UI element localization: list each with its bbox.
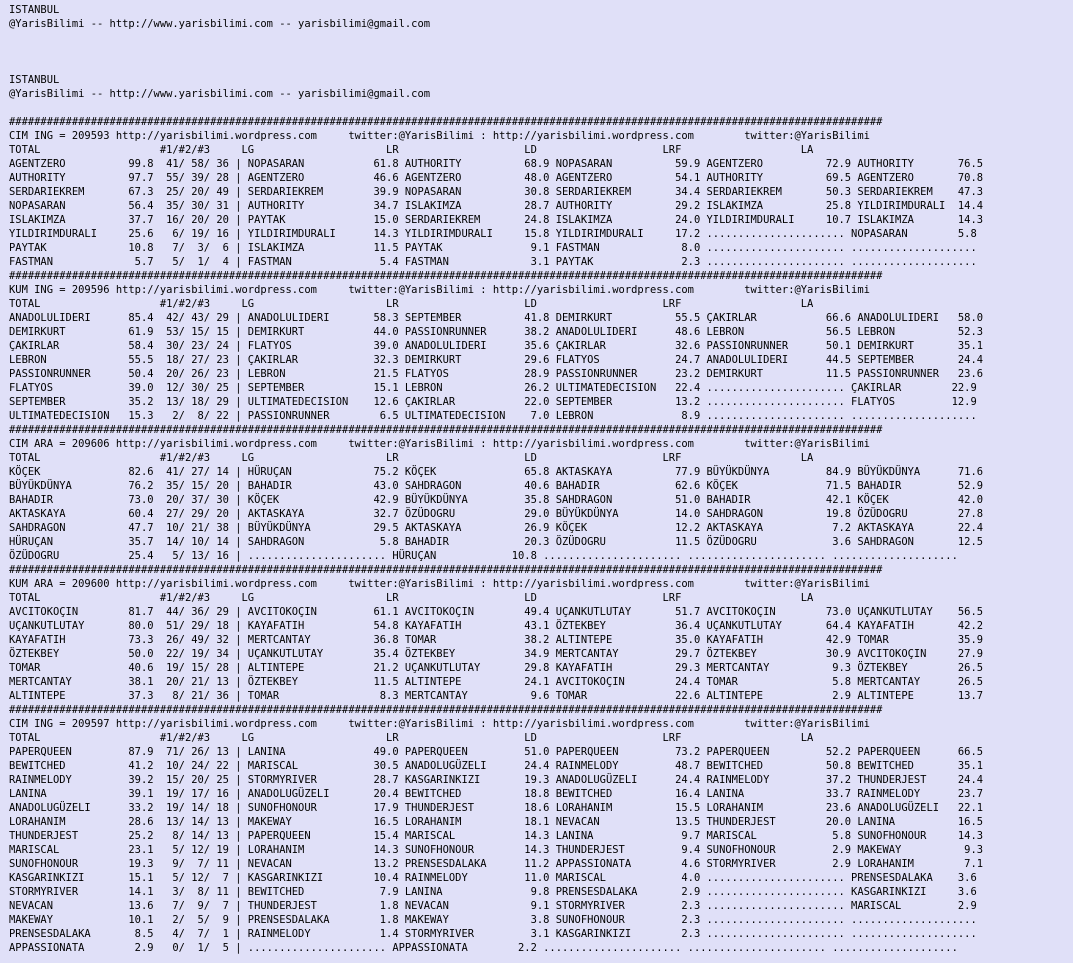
column-header: TOTAL #1/#2/#3 LG LR LD LRF LA: [9, 592, 814, 604]
column-header: TOTAL #1/#2/#3 LG LR LD LRF LA: [9, 144, 814, 156]
column-header: TOTAL #1/#2/#3 LG LR LD LRF LA: [9, 452, 814, 464]
table-row: RAINMELODY 39.2 15/ 20/ 25 | STORMYRIVER 28.7 KASGARINKIZI 19.3 ANADOLUGÜZELI 24.4 RAINMELODY 37.2 THUNDERJEST 24.4: [9, 774, 984, 786]
table-row: MERTCANTAY 38.1 20/ 21/ 13 | ÖZTEKBEY 11.5 ALTINTEPE 24.1 AVCITOKOÇIN 24.4 TOMAR 5.8 MERTCANTAY 26.5: [9, 676, 984, 688]
section-divider: ###########################################################################################################################################: [9, 424, 883, 436]
table-row: NEVACAN 13.6 7/ 9/ 7 | THUNDERJEST 1.8 NEVACAN 9.1 STORMYRIVER 2.3 ...................... MARISCAL 2.9: [9, 900, 977, 912]
table-row: ALTINTEPE 37.3 8/ 21/ 36 | TOMAR 8.3 MERTCANTAY 9.6 TOMAR 22.6 ALTINTEPE 2.9 ALTINTEPE 13.7: [9, 690, 984, 702]
table-row: SUNOFHONOUR 19.3 9/ 7/ 11 | NEVACAN 13.2 PRENSESDALAKA 11.2 APPASSIONATA 4.6 STORMYRIVER 2.9 LORAHANIM 7.1: [9, 858, 984, 870]
table-row: ÖZÜDOGRU 25.4 5/ 13/ 16 | ...................... HÜRUÇAN 10.8 ...................... ...................... ....................: [9, 550, 958, 562]
table-row: FLATYOS 39.0 12/ 30/ 25 | SEPTEMBER 15.1 LEBRON 26.2 ULTIMATEDECISION 22.4 ...................... ÇAKIRLAR 22.9: [9, 382, 977, 394]
section-divider: ###########################################################################################################################################: [9, 116, 883, 128]
doc-line: ISTANBUL: [9, 4, 60, 16]
section-divider: ###########################################################################################################################################: [9, 564, 883, 576]
section-divider: ###########################################################################################################################################: [9, 270, 883, 282]
table-row: BÜYÜKDÜNYA 76.2 35/ 15/ 20 | BAHADIR 43.0 SAHDRAGON 40.6 BAHADIR 62.6 KÖÇEK 71.5 BAHADIR 52.9: [9, 480, 984, 492]
section-header: CIM ING = 209597 http://yarisbilimi.wordpress.com twitter:@YarisBilimi : http://yarisbilimi.wordpress.com twitter:@YarisBilimi: [9, 718, 870, 730]
table-row: HÜRUÇAN 35.7 14/ 10/ 14 | SAHDRAGON 5.8 BAHADIR 20.3 ÖZÜDOGRU 11.5 ÖZÜDOGRU 3.6 SAHDRAGON 12.5: [9, 536, 984, 548]
doc-line: ISTANBUL: [9, 74, 60, 86]
doc-line: @YarisBilimi -- http://www.yarisbilimi.com -- yarisbilimi@gmail.com: [9, 18, 431, 30]
table-row: KASGARINKIZI 15.1 5/ 12/ 7 | KASGARINKIZI 10.4 RAINMELODY 11.0 MARISCAL 4.0 ...................... PRENSESDALAKA 3.6: [9, 872, 977, 884]
section-header: CIM ING = 209593 http://yarisbilimi.wordpress.com twitter:@YarisBilimi : http://yarisbilimi.wordpress.com twitter:@YarisBilimi: [9, 130, 870, 142]
doc-line: [9, 31, 1073, 45]
column-header: TOTAL #1/#2/#3 LG LR LD LRF LA: [9, 298, 814, 310]
table-row: PAPERQUEEN 87.9 71/ 26/ 13 | LANINA 49.0 PAPERQUEEN 51.0 PAPERQUEEN 73.2 PAPERQUEEN 52.2 PAPERQUEEN 66.5: [9, 746, 984, 758]
table-row: YILDIRIMDURALI 25.6 6/ 19/ 16 | YILDIRIMDURALI 14.3 YILDIRIMDURALI 15.8 YILDIRIMDURALI 17.2 ...................... NOPASARAN 5.8: [9, 228, 977, 240]
table-row: ANADOLUGÜZELI 33.2 19/ 14/ 18 | SUNOFHONOUR 17.9 THUNDERJEST 18.6 LORAHANIM 15.5 LORAHANIM 23.6 ANADOLUGÜZELI 22.1: [9, 802, 984, 814]
table-row: ÖZTEKBEY 50.0 22/ 19/ 34 | UÇANKUTLUTAY 35.4 ÖZTEKBEY 34.9 MERTCANTAY 29.7 ÖZTEKBEY 30.9 AVCITOKOÇIN 27.9: [9, 648, 984, 660]
table-row: KAYAFATIH 73.3 26/ 49/ 32 | MERTCANTAY 36.8 TOMAR 38.2 ALTINTEPE 35.0 KAYAFATIH 42.9 TOMAR 35.9: [9, 634, 984, 646]
section-header: KUM ING = 209596 http://yarisbilimi.wordpress.com twitter:@YarisBilimi : http://yarisbilimi.wordpress.com twitter:@YarisBilimi: [9, 284, 870, 296]
table-row: NOPASARAN 56.4 35/ 30/ 31 | AUTHORITY 34.7 ISLAKIMZA 28.7 AUTHORITY 29.2 ISLAKIMZA 25.8 YILDIRIMDURALI 14.4: [9, 200, 984, 212]
table-row: BAHADIR 73.0 20/ 37/ 30 | KÖÇEK 42.9 BÜYÜKDÜNYA 35.8 SAHDRAGON 51.0 BAHADIR 42.1 KÖÇEK 42.0: [9, 494, 984, 506]
table-row: TOMAR 40.6 19/ 15/ 28 | ALTINTEPE 21.2 UÇANKUTLUTAY 29.8 KAYAFATIH 29.3 MERTCANTAY 9.3 ÖZTEKBEY 26.5: [9, 662, 984, 674]
section-header: KUM ARA = 209600 http://yarisbilimi.wordpress.com twitter:@YarisBilimi : http://yarisbilimi.wordpress.com twitter:@YarisBilimi: [9, 578, 870, 590]
table-row: PRENSESDALAKA 8.5 4/ 7/ 1 | RAINMELODY 1.4 STORMYRIVER 3.1 KASGARINKIZI 2.3 ...................... ....................: [9, 928, 977, 940]
table-row: KÖÇEK 82.6 41/ 27/ 14 | HÜRUÇAN 75.2 KÖÇEK 65.8 AKTASKAYA 77.9 BÜYÜKDÜNYA 84.9 BÜYÜKDÜNYA 71.6: [9, 466, 984, 478]
column-header: TOTAL #1/#2/#3 LG LR LD LRF LA: [9, 732, 814, 744]
table-row: THUNDERJEST 25.2 8/ 14/ 13 | PAPERQUEEN 15.4 MARISCAL 14.3 LANINA 9.7 MARISCAL 5.8 SUNOFHONOUR 14.3: [9, 830, 984, 842]
table-row: ANADOLULIDERI 85.4 42/ 43/ 29 | ANADOLULIDERI 58.3 SEPTEMBER 41.8 DEMIRKURT 55.5 ÇAKIRLAR 66.6 ANADOLULIDERI 58.0: [9, 312, 984, 324]
doc-line: [9, 101, 1073, 115]
table-row: LANINA 39.1 19/ 17/ 16 | ANADOLUGÜZELI 20.4 BEWITCHED 18.8 BEWITCHED 16.4 LANINA 33.7 RAINMELODY 23.7: [9, 788, 984, 800]
table-row: LEBRON 55.5 18/ 27/ 23 | ÇAKIRLAR 32.3 DEMIRKURT 29.6 FLATYOS 24.7 ANADOLULIDERI 44.5 SEPTEMBER 24.4: [9, 354, 984, 366]
table-row: MARISCAL 23.1 5/ 12/ 19 | LORAHANIM 14.3 SUNOFHONOUR 14.3 THUNDERJEST 9.4 SUNOFHONOUR 2.9 MAKEWAY 9.3: [9, 844, 984, 856]
table-row: AVCITOKOÇIN 81.7 44/ 36/ 29 | AVCITOKOÇIN 61.1 AVCITOKOÇIN 49.4 UÇANKUTLUTAY 51.7 AVCITOKOÇIN 73.0 UÇANKUTLUTAY 56.5: [9, 606, 984, 618]
table-row: APPASSIONATA 2.9 0/ 1/ 5 | ...................... APPASSIONATA 2.2 ...................... ...................... ....................: [9, 942, 958, 954]
table-row: AKTASKAYA 60.4 27/ 29/ 20 | AKTASKAYA 32.7 ÖZÜDOGRU 29.0 BÜYÜKDÜNYA 14.0 SAHDRAGON 19.8 ÖZÜDOGRU 27.8: [9, 508, 984, 520]
table-row: STORMYRIVER 14.1 3/ 8/ 11 | BEWITCHED 7.9 LANINA 9.8 PRENSESDALAKA 2.9 ...................... KASGARINKIZI 3.6: [9, 886, 977, 898]
table-row: DEMIRKURT 61.9 53/ 15/ 15 | DEMIRKURT 44.0 PASSIONRUNNER 38.2 ANADOLULIDERI 48.6 LEBRON 56.5 LEBRON 52.3: [9, 326, 984, 338]
doc-line: [9, 59, 1073, 73]
table-row: PASSIONRUNNER 50.4 20/ 26/ 23 | LEBRON 21.5 FLATYOS 28.9 PASSIONRUNNER 23.2 DEMIRKURT 11.5 PASSIONRUNNER 23.6: [9, 368, 984, 380]
doc-line: @YarisBilimi -- http://www.yarisbilimi.com -- yarisbilimi@gmail.com: [9, 88, 431, 100]
table-row: SEPTEMBER 35.2 13/ 18/ 29 | ULTIMATEDECISION 12.6 ÇAKIRLAR 22.0 SEPTEMBER 13.2 ...................... FLATYOS 12.9: [9, 396, 977, 408]
table-row: FASTMAN 5.7 5/ 1/ 4 | FASTMAN 5.4 FASTMAN 3.1 PAYTAK 2.3 ...................... ....................: [9, 256, 977, 268]
section-divider: ###########################################################################################################################################: [9, 704, 883, 716]
table-row: MAKEWAY 10.1 2/ 5/ 9 | PRENSESDALAKA 1.8 MAKEWAY 3.8 SUNOFHONOUR 2.3 ...................... ....................: [9, 914, 977, 926]
table-row: AGENTZERO 99.8 41/ 58/ 36 | NOPASARAN 61.8 AUTHORITY 68.9 NOPASARAN 59.9 AGENTZERO 72.9 AUTHORITY 76.5: [9, 158, 984, 170]
section-header: CIM ARA = 209606 http://yarisbilimi.wordpress.com twitter:@YarisBilimi : http://yarisbilimi.wordpress.com twitter:@YarisBilimi: [9, 438, 870, 450]
table-row: BEWITCHED 41.2 10/ 24/ 22 | MARISCAL 30.5 ANADOLUGÜZELI 24.4 RAINMELODY 48.7 BEWITCHED 50.8 BEWITCHED 35.1: [9, 760, 984, 772]
table-row: SERDARIEKREM 67.3 25/ 20/ 49 | SERDARIEKREM 39.9 NOPASARAN 30.8 SERDARIEKREM 34.4 SERDARIEKREM 50.3 SERDARIEKREM 47.3: [9, 186, 984, 198]
table-row: ISLAKIMZA 37.7 16/ 20/ 20 | PAYTAK 15.0 SERDARIEKREM 24.8 ISLAKIMZA 24.0 YILDIRIMDURALI 10.7 ISLAKIMZA 14.3: [9, 214, 984, 226]
table-row: ÇAKIRLAR 58.4 30/ 23/ 24 | FLATYOS 39.0 ANADOLULIDERI 35.6 ÇAKIRLAR 32.6 PASSIONRUNNER 50.1 DEMIRKURT 35.1: [9, 340, 984, 352]
table-row: UÇANKUTLUTAY 80.0 51/ 29/ 18 | KAYAFATIH 54.8 KAYAFATIH 43.1 ÖZTEKBEY 36.4 UÇANKUTLUTAY 64.4 KAYAFATIH 42.2: [9, 620, 984, 632]
table-row: AUTHORITY 97.7 55/ 39/ 28 | AGENTZERO 46.6 AGENTZERO 48.0 AGENTZERO 54.1 AUTHORITY 69.5 AGENTZERO 70.8: [9, 172, 984, 184]
table-row: ULTIMATEDECISION 15.3 2/ 8/ 22 | PASSIONRUNNER 6.5 ULTIMATEDECISION 7.0 LEBRON 8.9 ...................... ....................: [9, 410, 977, 422]
table-row: SAHDRAGON 47.7 10/ 21/ 38 | BÜYÜKDÜNYA 29.5 AKTASKAYA 26.9 KÖÇEK 12.2 AKTASKAYA 7.2 AKTASKAYA 22.4: [9, 522, 984, 534]
table-row: PAYTAK 10.8 7/ 3/ 6 | ISLAKIMZA 11.5 PAYTAK 9.1 FASTMAN 8.0 ...................... ....................: [9, 242, 977, 254]
table-row: LORAHANIM 28.6 13/ 14/ 13 | MAKEWAY 16.5 LORAHANIM 18.1 NEVACAN 13.5 THUNDERJEST 20.0 LANINA 16.5: [9, 816, 984, 828]
doc-line: [9, 45, 1073, 59]
